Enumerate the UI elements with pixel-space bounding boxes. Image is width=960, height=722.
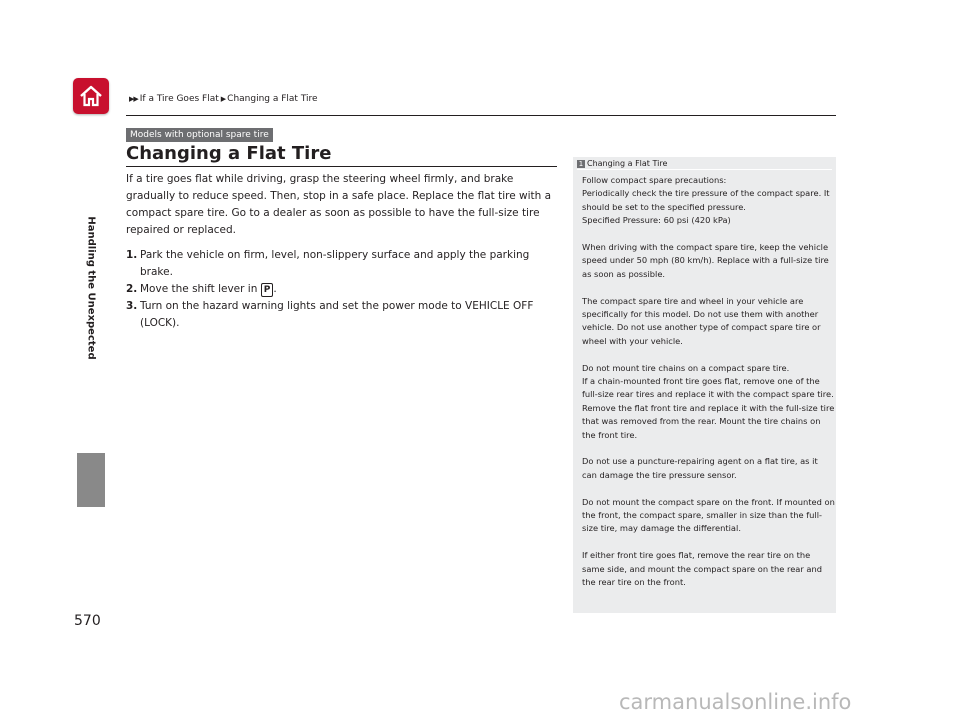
reference-number-icon: 1 [578,160,584,168]
step-text: Park the vehicle on firm, level, non-slippery surface and apply the parking brake. [140,249,530,278]
intro-paragraph: If a tire goes flat while driving, grasp the steering wheel firmly, and brake gradually to reduce speed. Then, stop in a safe place. Replace the flat tire with a compact spare tire. Go to a dealer as soon as possible to have the full-size tire repaired or replaced. [126,173,552,236]
step-number: 1. [126,249,138,261]
sidebar-paragraph: Do not use a puncture-repairing agent on a flat tire, as it can damage the tire pressure sensor. [582,456,818,480]
model-badge: Models with optional spare tire [126,128,273,142]
step-number: 2. [126,283,138,295]
page-title: Changing a Flat Tire [126,143,332,164]
step-item [126,298,558,332]
header-divider [126,115,836,116]
breadcrumb-arrow-icon: ▶ [220,95,226,103]
step-number: 3. [126,300,138,312]
park-key-icon: P [261,283,274,297]
sidebar-paragraph: Follow compact spare precautions: Periodically check the tire pressure of the compact spare. It should be set to the specified pressure. Specified Pressure: 60 psi (420 kPa) [582,175,830,226]
sidebar-heading-text: Changing a Flat Tire [587,159,668,168]
sidebar-paragraph: If either front tire goes flat, remove the rear tire on the same side, and mount the compact spare on the rear and the rear tire on the front. [582,550,823,588]
breadcrumb-link-if-a-tire-goes-flat[interactable]: If a Tire Goes Flat [139,94,219,104]
sidebar-paragraph: Do not mount tire chains on a compact spare tire. If a chain-mounted front tire goes flat, remove one of the full-size rear tires and replace it with the compact spare tire. Remove the flat front tire and replace it with the full-size tire that was removed from the rear. Mount the tire chains on the front tire. [582,362,835,440]
breadcrumb-current: Changing a Flat Tire [227,94,318,104]
step-text [140,281,277,298]
step-item [126,247,558,281]
sidebar-paragraph: The compact spare tire and wheel in your vehicle are specifically for this model. Do not use them with another vehicle. Do not use another type of compact spare tire or wheel with your vehicle. [582,295,821,346]
breadcrumb [129,94,318,104]
main-content [126,171,558,332]
step-text-part: . [273,283,277,295]
page-number: 570 [74,613,101,629]
title-divider [126,166,557,167]
section-tab-marker [77,453,105,507]
sidebar-paragraph: When driving with the compact spare tire, keep the vehicle speed under 50 mph (80 km/h). Replace with a full-size tire as soon as possible. [582,242,829,279]
sidebar-heading [577,159,667,168]
step-text: Turn on the hazard warning lights and set the power mode to VEHICLE OFF (LOCK). [140,300,534,329]
home-icon [77,82,105,110]
sidebar-paragraph: Do not mount the compact spare on the front. If mounted on the front, the compact spare, smaller in size than the full-size tire, may damage the differential. [582,496,835,534]
sidebar-notes [582,174,835,603]
home-button[interactable] [73,78,109,114]
section-label: Handling the Unexpected [85,216,97,360]
notes-sidebar [573,157,836,613]
watermark: carmanualsonline.info [619,690,852,714]
step-text-part: Move the shift lever in [140,283,261,295]
step-item [126,281,558,298]
breadcrumb-arrow-icon: ▶▶ [129,95,138,103]
sidebar-divider [577,169,832,170]
